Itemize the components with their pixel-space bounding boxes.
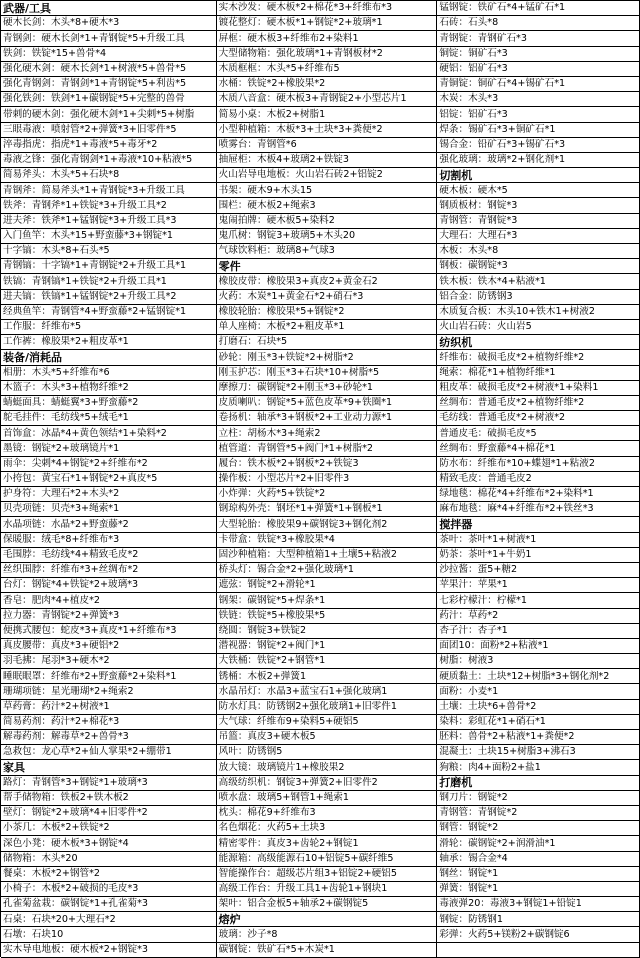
recipe-cell: 大铁桶：铁锭*2+钢管*1 (217, 654, 437, 669)
recipe-cell: 架叶：铝合金板5+轴承2+碳钢锭5 (217, 897, 437, 912)
recipe-cell: 奶茶：茶叶*1+牛奶1 (437, 548, 639, 563)
recipe-cell: 草药膏：药汁*2+树液*1 (1, 700, 216, 715)
recipe-cell: 小型种植箱：木板*3+土块*3+粪便*2 (217, 123, 437, 138)
recipe-cell: 弹簧：钢锭*1 (437, 882, 639, 897)
recipe-cell: 墨镜：钢锭*2+玻璃镜片*1 (1, 441, 216, 456)
recipe-cell: 茶叶：茶叶*1+树液*1 (437, 533, 639, 548)
recipe-cell: 石砖：石头*8 (437, 16, 639, 31)
recipe-cell: 石桌：石块*20+大理石*2 (1, 912, 216, 927)
recipe-cell: 钢丝：钢锭*1 (437, 867, 639, 882)
recipe-cell: 固沙种植箱：大型种植箱1+土壤5+粘液2 (217, 548, 437, 563)
recipe-cell: 玻璃：沙子*8 (217, 927, 437, 942)
recipe-cell: 孔雀菊盆栽：碳钢锭*1+孔雀菊*3 (1, 897, 216, 912)
recipe-cell: 木板：木头*8 (437, 244, 639, 259)
recipe-cell: 砂轮：刚玉*3+铁锭*2+树脂*2 (217, 350, 437, 365)
section-header: 零件 (217, 259, 437, 274)
section-header: 切割机 (437, 168, 639, 183)
recipe-cell: 抽屉柜：木板4+玻璃2+铁锭3 (217, 153, 437, 168)
section-header: 熔炉 (217, 912, 437, 927)
recipe-cell: 便携式腰包：蛇皮*3+真皮*1+纤维布*3 (1, 624, 216, 639)
recipe-cell: 淬毒指虎：指虎*1+毒液*5+毒牙*2 (1, 138, 216, 153)
recipe-cell: 台灯：钢锭*4+铁锭*2+玻璃*3 (1, 578, 216, 593)
recipe-cell: 橡胶轮胎：橡胶果*5+钢锭*2 (217, 305, 437, 320)
recipe-cell: 风叶：防锈钢5 (217, 745, 437, 760)
recipe-cell: 卷扬机：轴承*3+钢板*2+工业动力源*1 (217, 411, 437, 426)
recipe-cell: 铁斧：青钢斧*1+铁锭*3+升级工具*2 (1, 198, 216, 213)
recipe-cell: 操作板：小型芯片*2+旧零件3 (217, 472, 437, 487)
recipe-cell: 首饰盒：冰晶*4+黄色领结*1+染料*2 (1, 426, 216, 441)
recipe-cell: 摩擦刀：碳钢锭*2+刚玉*3+砂轮*1 (217, 381, 437, 396)
recipe-cell: 皮质喇叭：钢锭*5+蓝色皮革*9+铁圈*1 (217, 396, 437, 411)
recipe-cell: 青钢斧：简易斧头*1+青钢锭*3+升级工具 (1, 183, 216, 198)
recipe-cell: 铜锭：铜矿石*3 (437, 47, 639, 62)
recipe-cell: 混凝土：土块15+树脂3+沸石3 (437, 745, 639, 760)
recipe-cell: 药汁：草药*2 (437, 609, 639, 624)
section-header: 纺织机 (437, 335, 639, 350)
recipe-cell: 气球饮料柜：玻璃8+气球3 (217, 244, 437, 259)
recipe-cell: 狗粮：肉4+面粉2+盐1 (437, 760, 639, 775)
recipe-cell: 保暖服：绒毛*8+纤维布*3 (1, 533, 216, 548)
column-3 (437, 1, 640, 958)
recipe-cell: 木质复合板：木头10+铁木1+树液2 (437, 305, 639, 320)
recipe-cell: 潜视器：钢锭*2+阀门*1 (217, 639, 437, 654)
recipe-cell: 小茶几：木板*2+铁锭*2 (1, 821, 216, 836)
recipe-cell: 粗皮革：破损毛皮*2+树液*1+染料1 (437, 381, 639, 396)
recipe-cell: 深色小凳：硬木板*3+钢锭*4 (1, 836, 216, 851)
recipe-cell: 三眼毒液：喷射管*2+弹簧*3+旧零件*5 (1, 123, 216, 138)
recipe-cell: 拉力器：青钢锭*2+弹簧*3 (1, 609, 216, 624)
recipe-cell: 履台：铁木板*2+钢板*2+铁锭3 (217, 457, 437, 472)
recipe-cell: 彩弹：火药5+镁粉2+碳钢锭6 (437, 927, 639, 942)
recipe-cell: 硬木板：硬木*5 (437, 183, 639, 198)
recipe-cell: 屏框：硬木板3+纤维布2+染料1 (217, 31, 437, 46)
recipe-cell: 带刺的硬木剑：强化硬木剑*1+尖刺*5+树脂 (1, 107, 216, 122)
recipe-cell: 滑轮：碳钢锭*2+润滑油*1 (437, 836, 639, 851)
recipe-cell: 染料：彩虹花*1+硝石*1 (437, 715, 639, 730)
recipe-cell: 枕头：棉花9+纤维布3 (217, 806, 437, 821)
recipe-cell: 毒液弹20：毒液3+钢锭1+铅锭1 (437, 897, 639, 912)
section-header: 搅拌器 (437, 517, 639, 532)
recipe-cell: 钢管：钢锭*2 (437, 821, 639, 836)
recipe-cell: 绳索：棉花*1+植物纤维*1 (437, 366, 639, 381)
section-header: 装备/消耗品 (1, 350, 216, 365)
recipe-cell: 橡胶皮带：橡胶果3+真皮2+黄金石2 (217, 274, 437, 289)
recipe-cell: 胚料：兽骨*2+粘液*1+粪便*2 (437, 730, 639, 745)
recipe-cell: 睡眠眼罩：纤维布*2+野蛮藤*2+染料*1 (1, 669, 216, 684)
recipe-cell: 鬼闹拍牌：硬木板5+染料2 (217, 214, 437, 229)
recipe-cell: 雨伞：尖刺*4+钢锭*2+纤维布*2 (1, 457, 216, 472)
recipe-cell: 青钢管：青钢锭*2 (437, 806, 639, 821)
recipe-cell: 精致毛皮：普通毛皮2 (437, 472, 639, 487)
recipe-cell: 高级纺织机：钢锭3+弹簧2+旧零件2 (217, 776, 437, 791)
recipe-cell: 丝织围脖：纤维布*3+丝绸布*2 (1, 563, 216, 578)
recipe-cell: 杏子汁：杏子*1 (437, 624, 639, 639)
recipe-cell: 蜻蜓面具：蜻蜓翼*3+野蛮藤*2 (1, 396, 216, 411)
recipe-cell: 硬铝：铝矿石*3 (437, 62, 639, 77)
recipe-cell: 能源箱：高级能源石10+铝锭5+碳纤维5 (217, 852, 437, 867)
recipe-cell: 小炸弹：火药*5+铁锭*2 (217, 487, 437, 502)
recipe-cell: 木质框框：木头*5+纤维布5 (217, 62, 437, 77)
recipe-cell: 普通皮毛：破损毛皮*5 (437, 426, 639, 441)
recipe-cell: 入门鱼竿：木头*15+野蛮藤*3+钢锭*1 (1, 229, 216, 244)
recipe-cell: 遮弦：钢锭*2+滑轮*1 (217, 578, 437, 593)
recipe-cell: 帮手储物箱：铁板2+铁木板2 (1, 791, 216, 806)
empty-cell (437, 943, 639, 958)
recipe-cell: 智能操作台：超级芯片组3+铝锭2+硬铝5 (217, 867, 437, 882)
recipe-cell: 小椅子：木板*2+破损的毛皮*3 (1, 882, 216, 897)
recipe-cell: 毒液之锋：强化青钢剑*1+毒液*10+粘液*5 (1, 153, 216, 168)
recipe-cell: 真皮腰带：真皮*3+硬铝*2 (1, 639, 216, 654)
recipe-cell: 青铜锭：铜矿石*4+锡矿石*1 (437, 77, 639, 92)
recipe-cell: 青钢锭：青钢矿石*3 (437, 31, 639, 46)
recipe-cell: 纤维布：破损毛皮*2+植物纤维*2 (437, 350, 639, 365)
recipe-cell: 水晶项链：水晶*2+野蛮藤*2 (1, 517, 216, 532)
section-header: 家具 (1, 760, 216, 775)
recipe-cell: 放大镜：玻璃镜片1+橡胶果2 (217, 760, 437, 775)
recipe-cell: 路灯：青钢管*3+钢锭*1+玻璃*3 (1, 776, 216, 791)
recipe-cell: 壁灯：钢锭*2+玻璃*4+旧零件*2 (1, 806, 216, 821)
recipe-cell: 火山岩石砖：火山岩5 (437, 320, 639, 335)
recipe-cell: 强化铁剑：铁剑*1+碳钢锭*5+完整的兽骨 (1, 92, 216, 107)
recipe-cell: 锈桶：木板2+弹簧1 (217, 669, 437, 684)
recipe-cell: 储物箱：木头*20 (1, 852, 216, 867)
recipe-cell: 简易药剂：药汁*2+棉花*3 (1, 715, 216, 730)
recipe-cell: 青钢镐：十字镐*1+青钢锭*2+升级工具*1 (1, 259, 216, 274)
recipe-cell: 相册：木头*5+纤维布*6 (1, 366, 216, 381)
recipe-cell: 香皂：肥肉*4+植皮*2 (1, 593, 216, 608)
recipe-cell: 珊瑚项链：星光珊瑚*2+绳索2 (1, 684, 216, 699)
recipe-cell: 工作服：纤维布*5 (1, 320, 216, 335)
recipe-cell: 钢质板材：钢锭*3 (437, 198, 639, 213)
recipe-cell: 强化青钢剑：青钢剑*1+青钢锭*5+利齿*5 (1, 77, 216, 92)
recipe-cell: 简易斧头：木头*5+石块*8 (1, 168, 216, 183)
recipe-cell: 植管道：青钢管*5+阀门*1+树脂*2 (217, 441, 437, 456)
recipe-cell: 大型储物箱：强化玻璃*1+青钢板材*2 (217, 47, 437, 62)
recipe-cell: 铝锭：铝矿石*3 (437, 107, 639, 122)
recipe-cell: 进夫斧：铁斧*1+锰钢锭*3+升级工具*3 (1, 214, 216, 229)
recipe-cell: 经典鱼竿：青钢管*4+野蛮藤*2+锰钢锭*1 (1, 305, 216, 320)
recipe-cell: 石墩：石块10 (1, 927, 216, 942)
recipe-cell: 防水布：纤维布*10+蝶翅*1+粘液2 (437, 457, 639, 472)
recipe-cell: 青钢管：青钢锭*3 (437, 214, 639, 229)
recipe-cell: 铁剑：铁锭*15+兽骨*4 (1, 47, 216, 62)
recipe-cell: 绕圆：钢锭3+铁锭2 (217, 624, 437, 639)
recipe-cell: 急救包：龙心草*2+仙人掌果*2+绷带1 (1, 745, 216, 760)
recipe-cell: 焊条：锡矿石*3+铜矿石*1 (437, 123, 639, 138)
recipe-cell: 碳钢锭：铁矿石*5+木炭*1 (217, 943, 437, 958)
recipe-cell: 高级工作台：升级工具1+齿轮1+钢块1 (217, 882, 437, 897)
recipe-cell: 铝合金：防锈钢3 (437, 290, 639, 305)
recipe-cell: 木篮子：木头*3+植物纤维*2 (1, 381, 216, 396)
recipe-cell: 工作裤：橡胶果*2+粗皮革*1 (1, 335, 216, 350)
recipe-cell: 铁链：铁锭*5+橡胶果*5 (217, 609, 437, 624)
recipe-cell: 丝绸布：野蛮藤*4+棉花*1 (437, 441, 639, 456)
section-header: 打磨机 (437, 776, 639, 791)
recipe-cell: 苹果汁：苹果*1 (437, 578, 639, 593)
recipe-cell: 锡合金：铅矿石*3+锡矿石*3 (437, 138, 639, 153)
recipe-cell: 火山岩导电地板：火山岩石砖2+铝锭2 (217, 168, 437, 183)
recipe-cell: 钢刀片：钢锭*2 (437, 791, 639, 806)
recipe-cell: 土壤：土块*6+兽骨*2 (437, 700, 639, 715)
recipe-cell: 贝壳项链：贝壳*3+绳索*1 (1, 502, 216, 517)
recipe-cell: 十字镐：木头*8+石头*5 (1, 244, 216, 259)
recipe-cell: 解毒药剂：解毒草*2+兽骨*3 (1, 730, 216, 745)
recipe-cell: 鬼爪树：钢锭3+玻璃5+木头20 (217, 229, 437, 244)
recipe-cell: 精密零件：真皮3+齿轮2+钢锭1 (217, 836, 437, 851)
recipe-cell: 小挎包：黄宝石*1+钢锭*2+真皮*5 (1, 472, 216, 487)
recipe-cell: 实木导电地板：硬木板*2+钢锭*3 (1, 943, 216, 958)
recipe-cell: 大气球：纤维布9+染料5+硬铝5 (217, 715, 437, 730)
recipe-cell: 麻布地毯：麻*4+纤维布*2+铁丝*3 (437, 502, 639, 517)
recipe-cell: 防水灯具：防锈钢2+强化玻璃1+旧零件1 (217, 700, 437, 715)
recipe-cell: 沙拉酱：蛋5+糖2 (437, 563, 639, 578)
recipe-cell: 刚玉护芯：刚玉*3+石块*10+树脂*5 (217, 366, 437, 381)
recipe-cell: 七彩柠檬汁：柠檬*1 (437, 593, 639, 608)
recipe-cell: 喷雾台：青钢管*6 (217, 138, 437, 153)
recipe-cell: 青钢剑：硬木长剑*1+青钢锭*5+升级工具 (1, 31, 216, 46)
recipe-cell: 铁木板：铁木*4+粘液*1 (437, 274, 639, 289)
recipe-cell: 实木沙发：硬木板*2+棉花*3+纤维布*3 (217, 1, 437, 16)
recipe-cell: 进夫镐：铁镐*1+锰钢锭*2+升级工具*2 (1, 290, 216, 305)
recipe-cell: 水桶：铁锭*2+橡胶果*2 (217, 77, 437, 92)
recipe-cell: 硬质黏土：土块*12+树脂*3+钢化剂*2 (437, 669, 639, 684)
recipe-cell: 毛纺线：普通毛皮*2+树液*2 (437, 411, 639, 426)
recipe-cell: 羽毛拂：尾羽*3+硬木*2 (1, 654, 216, 669)
recipe-cell: 钢板：碳钢锭*3 (437, 259, 639, 274)
column-1 (1, 1, 217, 958)
recipe-cell: 围栏：硬木板2+绳索3 (217, 198, 437, 213)
section-header: 武器/工具 (1, 1, 216, 16)
recipe-cell: 大型轮胎：橡胶果9+碳钢锭3+钢化剂2 (217, 517, 437, 532)
recipe-cell: 喷水盘：玻璃5+钢管1+绳索1 (217, 791, 437, 806)
recipe-cell: 硬木长剑：木头*8+硬木*3 (1, 16, 216, 31)
recipe-cell: 钢锭：防锈钢1 (437, 912, 639, 927)
recipe-cell: 镀花整灯：硬木板*1+钢锭*2+玻璃*1 (217, 16, 437, 31)
recipe-cell: 护身符：大理石*2+木头*2 (1, 487, 216, 502)
recipe-cell: 大理石：大理石*3 (437, 229, 639, 244)
recipe-cell: 锰钢锭：铁矿石*4+锰矿石*1 (437, 1, 639, 16)
recipe-cell: 铁镐：青钢镐*1+铁锭*2+升级工具*1 (1, 274, 216, 289)
recipe-cell: 面团10：面粉*2+粘液*1 (437, 639, 639, 654)
recipe-cell: 钢架：碳钢锭*5+焊条*1 (217, 593, 437, 608)
recipe-cell: 丝绸布：普通毛皮*2+植物纤维*2 (437, 396, 639, 411)
recipe-cell: 水晶吊灯：水晶3+蓝宝石1+强化玻璃1 (217, 684, 437, 699)
recipe-cell: 单人座椅：木板*2+粗皮革*1 (217, 320, 437, 335)
recipe-cell: 木质八音盒：硬木板3+青钢锭2+小型芯片1 (217, 92, 437, 107)
recipe-cell: 打磨石：石块*5 (217, 335, 437, 350)
recipe-cell: 木炭：木头*3 (437, 92, 639, 107)
recipe-cell: 火药：木炭*1+黄金石*2+硝石*3 (217, 290, 437, 305)
recipe-cell: 树脂：树液3 (437, 654, 639, 669)
recipe-cell: 简易小桌：木板2+树脂1 (217, 107, 437, 122)
recipe-cell: 卡带盒：铁锭*3+橡胶果*4 (217, 533, 437, 548)
recipe-cell: 书架：硬木9+木头15 (217, 183, 437, 198)
recipe-cell: 毛围脖：毛纺线*4+精致毛皮*2 (1, 548, 216, 563)
column-2 (217, 1, 438, 958)
recipe-cell: 轴承：锡合金*4 (437, 852, 639, 867)
recipe-cell: 桥头灯：锡合金*2+强化玻璃*1 (217, 563, 437, 578)
recipe-cell: 钢琼构外壳：钢坯*1+弹簧*1+钢板*1 (217, 502, 437, 517)
recipe-cell: 立柱：胡杨木*3+绳索2 (217, 426, 437, 441)
recipe-cell: 鸵毛挂件：毛纺线*5+绒毛*1 (1, 411, 216, 426)
recipe-cell: 吊篮：真皮3+硬木板5 (217, 730, 437, 745)
recipe-cell: 餐桌：木板*2+钢管*2 (1, 867, 216, 882)
recipe-cell: 强化玻璃：玻璃*2+钢化剂*1 (437, 153, 639, 168)
recipe-cell: 强化硬木剑：硬木长剑*1+树液*5+兽骨*5 (1, 62, 216, 77)
recipe-cell: 绿地毯：棉花*4+纤维布*2+染料*1 (437, 487, 639, 502)
recipe-cell: 面粉：小麦*1 (437, 684, 639, 699)
recipe-cell: 名色烟花：火药5+土块3 (217, 821, 437, 836)
